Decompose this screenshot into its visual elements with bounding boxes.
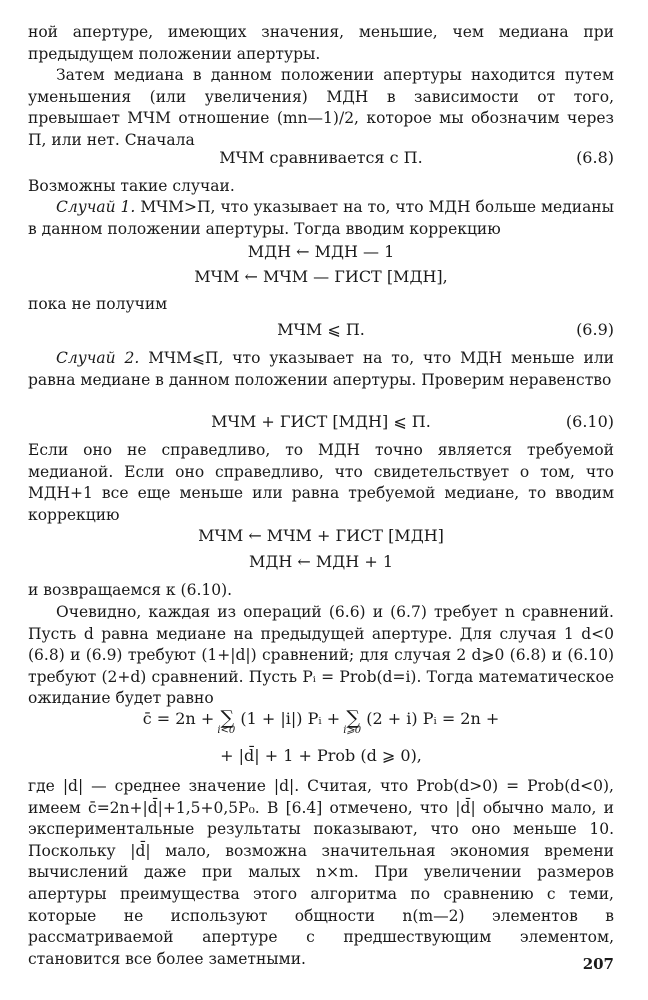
paragraph-intro: ной апертуре, имеющих значения, меньшие, чем медиана при предыдущем положении апертуры. xyxy=(28,23,614,63)
paragraph-case-1 xyxy=(28,197,614,240)
paragraph-case-2 xyxy=(28,348,614,391)
expectation-lhs: c̄ = 2n + xyxy=(142,709,215,728)
equation-expectation-line-2: + |d̄| + 1 + Prob (d ⩾ 0), xyxy=(220,746,422,765)
case-1-text: что указывает на то, что МДН больше медианы в данном положении апертуры. Тогда вводим коррекцию xyxy=(28,198,614,238)
expectation-term-1: (1 + |i|) Pᵢ + xyxy=(240,709,341,728)
page-number: 207 xyxy=(582,955,614,973)
sum-symbol-2: ∑ xyxy=(346,707,360,729)
paragraph-verify: Если оно не справедливо, то МДН точно является требуемой медианой. Если оно справедливо, что свидетельствует о том, что МДН+1 все еще меньше или равна требуемой медиане, то вводим коррекцию xyxy=(28,441,614,524)
case-2-condition: МЧМ⩽П, xyxy=(148,349,224,367)
paragraph-conclusion: где |d| — среднее значение |d|. Считая, что Prob(d>0) = Prob(d<0), имеем c̄=2n+|d̄|+1,5+0,5P₀. В [6.4] отмечено, что |d̄| обычно мало, и экспериментальные результаты показывают, что оно меньше 10. Поскольку |d̄| мало, возможна значительная экономия времени вычислений даже при малых n×m. При увеличении размеров апертуры преимущества этого алгоритма по сравнению с теми, которые не используют общности n(m—2) элементов в рассматриваемой апертуре с предшествующим элементом, становится все более заметными. xyxy=(28,777,614,968)
equation-6-9-number: (6.9) xyxy=(576,320,614,339)
equation-6-10-text: МЧМ + ГИСТ [МДН] ⩽ П. xyxy=(211,412,431,431)
case-2-label: Случай 2. xyxy=(56,349,140,367)
paragraph-until: пока не получим xyxy=(28,295,168,313)
equation-case-2-a: МЧМ ← МЧМ + ГИСТ [МДН] xyxy=(198,526,444,545)
expectation-term-2: (2 + i) Pᵢ = 2n + xyxy=(366,709,500,728)
equation-6-8-number: (6.8) xyxy=(576,148,614,167)
equation-6-10-number: (6.10) xyxy=(565,412,614,431)
sum-1-subscript: i<0 xyxy=(217,725,236,736)
sum-2-subscript: i⩾0 xyxy=(343,725,362,736)
case-1-condition: МЧМ>П, xyxy=(140,198,216,216)
equation-6-8 xyxy=(28,146,614,170)
equation-case-2-b: МДН ← МДН + 1 xyxy=(248,552,394,571)
equation-6-10 xyxy=(28,410,614,434)
sum-1 xyxy=(217,706,236,736)
equation-6-9 xyxy=(28,318,614,342)
equation-case-1-a: МДН ← МДН — 1 xyxy=(247,242,395,261)
paragraph-comparisons: Очевидно, каждая из операций (6.6) и (6.7) требует n сравнений. Пусть d равна медиане на предыдущей апертуре. Для случая 1 d<0 (6.8) и (6.9) требуют (1+|d|) сравнений; для случая 2 d⩾0 (6.8) и (6.10) требуют (2+d) сравнений. Пусть Pᵢ = Prob(d=i). Тогда математическое ожидание будет равно xyxy=(28,603,614,708)
equation-case-1-b: МЧМ ← МЧМ — ГИСТ [МДН], xyxy=(194,267,448,286)
equation-6-8-text: МЧМ сравнивается с П. xyxy=(219,148,423,167)
equation-expectation-line-1 xyxy=(28,706,614,736)
sum-2 xyxy=(343,706,362,736)
paragraph-cases: Возможны такие случаи. xyxy=(28,177,235,195)
sum-symbol-1: ∑ xyxy=(220,707,235,729)
case-2-text: что указывает на то, что МДН меньше или равна медиане в данном положении апертуры. Проверим неравенство xyxy=(28,349,615,389)
paragraph-median-search: Затем медиана в данном положении апертуры находится путем уменьшения (или увеличения) МДН в зависимости от того, превышает МЧМ отношение (mn—1)/2, которое мы обозначим через П, или нет. Сначала xyxy=(28,66,614,149)
equation-6-9-text: МЧМ ⩽ П. xyxy=(277,320,365,339)
paragraph-return: и возвращаемся к (6.10). xyxy=(28,581,233,599)
case-1-label: Случай 1. xyxy=(56,198,136,216)
